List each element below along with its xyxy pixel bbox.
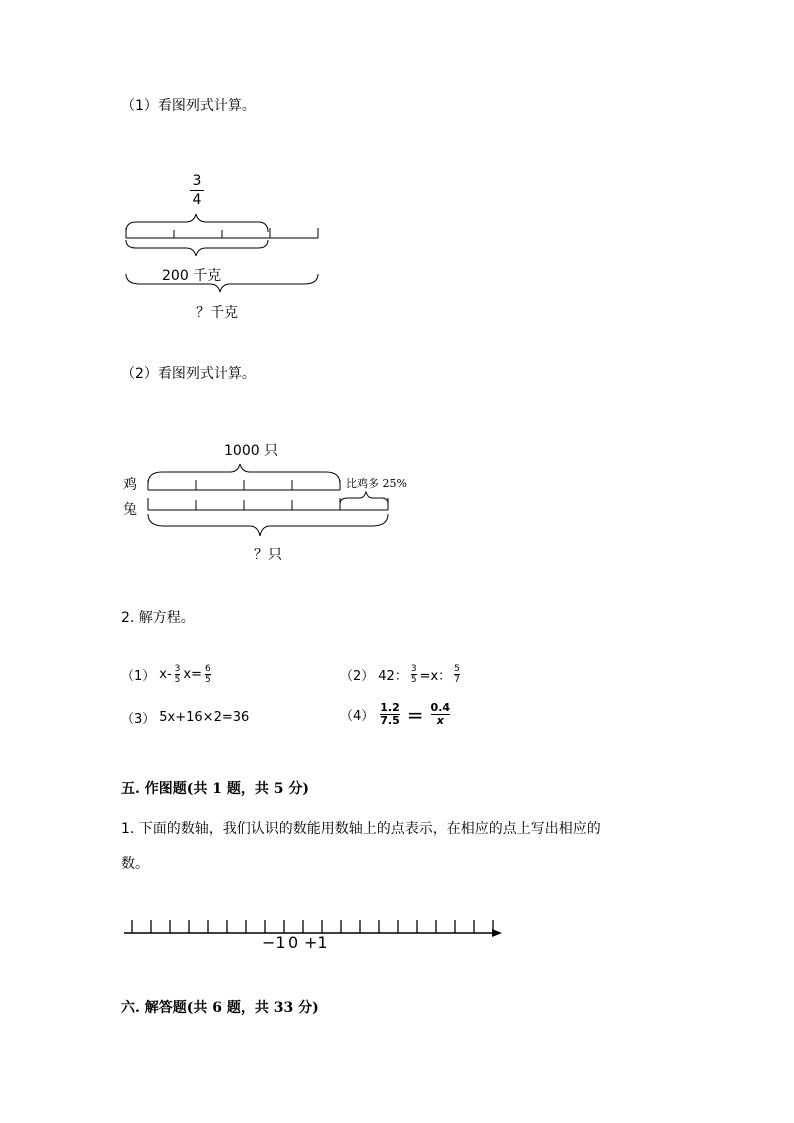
q2-label-ji: 鸡 — [123, 477, 137, 493]
q1-fraction-bar — [190, 190, 204, 191]
equation-4-number: （4） — [340, 709, 375, 724]
q2-label-more: 比鸡多 25% — [346, 477, 407, 490]
equation-1-fraction-1: $\frac{3}{5}$ — [174, 664, 181, 685]
q2-label-tu: 兔 — [123, 502, 137, 518]
equation-4-equals: = — [406, 702, 424, 727]
equation-1-part-b: x= — [183, 667, 202, 682]
equation-3 — [121, 708, 249, 727]
q2-label-total: ？只 — [254, 547, 282, 563]
q1-top-brace — [126, 214, 268, 232]
solve-title: 2. 解方程。 — [121, 610, 195, 626]
section-6-title: 六. 解答题(共 6 题，共 33 分) — [121, 1000, 319, 1016]
section-5-question-line-1: 1. 下面的数轴，我们认识的数能用数轴上的点表示，在相应的点上写出相应的 — [121, 821, 601, 837]
equation-1-number: （1） — [121, 669, 156, 684]
number-line-label-zero: 0 — [288, 933, 299, 952]
number-line-label-plus-one: +1 — [304, 933, 328, 952]
equation-2-fraction-2: $\frac{5}{7}$ — [454, 664, 460, 685]
equation-1-fraction-2: $\frac{6}{5}$ — [205, 664, 211, 685]
number-line-ticks — [132, 920, 493, 933]
equation-3-text: 5x+16×2=36 — [159, 710, 250, 725]
equation-2-fraction-1: $\frac{3}{5}$ — [410, 664, 417, 685]
q1-label-200: 200 千克 — [162, 268, 222, 284]
q1-fraction — [190, 173, 204, 208]
q2-extra-brace — [340, 492, 388, 504]
equation-2 — [340, 664, 463, 685]
section-5-title: 五. 作图题(共 1 题，共 5 分) — [121, 781, 309, 797]
q1-mid-brace — [126, 240, 268, 256]
q1-fraction-denominator: 4 — [192, 192, 202, 208]
q1-title: （1）看图列式计算。 — [121, 98, 256, 114]
equation-4-fraction-1: $\frac{1.2}{7.5}$ — [380, 701, 400, 727]
q2-label-1000: 1000 只 — [224, 443, 279, 459]
number-line-label-minus-one: −1 — [262, 933, 286, 952]
equation-2-part-a: 42： — [378, 669, 408, 684]
equation-1 — [121, 664, 214, 685]
q1-fraction-numerator: 3 — [192, 173, 202, 189]
equation-2-number: （2） — [340, 669, 375, 684]
equation-3-number: （3） — [121, 712, 156, 727]
equation-4-fraction-2: $\frac{0.4}{x}$ — [430, 701, 451, 727]
section-5-question-line-2: 数。 — [121, 856, 149, 872]
q1-diagram — [118, 210, 328, 295]
equation-2-part-b: =x： — [419, 669, 452, 684]
q2-title: （2）看图列式计算。 — [121, 366, 256, 382]
q2-bottom-brace — [148, 514, 388, 536]
q1-bottom-brace — [126, 274, 318, 292]
q1-label-total: ？千克 — [196, 305, 238, 321]
equation-1-part-a: x- — [159, 667, 172, 682]
equation-4 — [340, 702, 453, 727]
